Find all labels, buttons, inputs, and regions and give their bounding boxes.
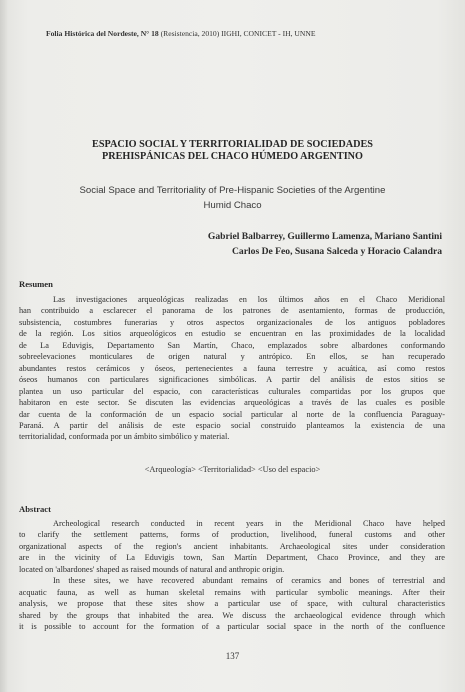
abstract-heading: Abstract [19, 504, 51, 514]
resumen-line: plantea un uso particular del espacio, con características culturales compartidas por los grupos que [19, 386, 445, 396]
journal-details: (Resistencia, 2010) IIGHI, CONICET - IH, UNNE [158, 29, 316, 38]
title-line-1: ESPACIO SOCIAL Y TERRITORIALIDAD DE SOCIEDADES [92, 139, 373, 150]
abstract-line: shared by the groups that inhabited the area. We discuss the archaeological evidence through which [19, 610, 445, 620]
resumen-line: subsistencia, costumbres funerarias y otros aspectos organizacionales de los antiguos pobladores [19, 317, 445, 327]
title-line-2: PREHISPÁNICAS DEL CHACO HÚMEDO ARGENTINO [102, 151, 363, 162]
resumen-line: de la región. Los sitios arqueológicos en estudio se encuentran en las proximidades de la localidad [19, 329, 445, 339]
resumen-body [19, 294, 445, 443]
resumen-line: óseos humanos con particulares significaciones simbólicas. A partir del análisis de estos sitios se [19, 375, 445, 385]
resumen-line: dar cuenta de la conformación de un espacio social particular al norte de la confluencia Paraguay- [19, 409, 445, 419]
journal-name: Folia Histórica del Nordeste, N° 18 [46, 29, 159, 38]
resumen-line: Las investigaciones arqueológicas realizadas en los últimos años en el Chaco Meridional [53, 295, 445, 304]
authors-line-1: Gabriel Balbarrey, Guillermo Lamenza, Mariano Santini [207, 231, 442, 242]
resumen-line: han contribuido a esclarecer el panorama de los patrones de asentamiento, formas de producción, [19, 306, 445, 316]
abstract-line: located on 'albardones' shaped as raised mounds of natural and anthropic origin. [19, 564, 285, 574]
abstract-line: it is possible to account for the formation of a particular social space in the north of the confluence [19, 622, 445, 632]
page-number: 137 [225, 651, 240, 661]
abstract-body [19, 518, 445, 633]
resumen-line: abundantes restos cerámicos y óseos, pertenecientes a fauna terrestre y acuática, así como restos [19, 363, 445, 373]
author-list [112, 229, 442, 259]
article-title [30, 139, 435, 163]
abstract-line: to clarify the settlement patterns, forms of production, livelihood, funeral customs and other [19, 530, 445, 540]
resumen-line: territorialidad, conformada por un ámbito simbólico y material. [19, 432, 230, 442]
resumen-line: sobreelevaciones monticulares de origen natural y antrópico. En ellos, se han recuperado [19, 352, 445, 362]
resumen-heading: Resumen [19, 279, 53, 289]
abstract-line: acquatic fauna, as well as human skeletal remains with particular symbolic meanings. After their [19, 587, 445, 597]
english-title [30, 183, 435, 213]
resumen-line: Paraná. A partir del análisis de este espacio social construido planteamos la existencia de una [19, 420, 445, 430]
page-shadow-edge [0, 0, 8, 692]
english-title-line-2: Humid Chaco [203, 200, 262, 211]
abstract-line: organizational aspects of the region's ancient inhabitants. Archaeological sites under consideration [19, 541, 445, 551]
resumen-line: habitaron en este sector. Se discuten las evidencias arqueológicas a través de las cuales es posible [19, 398, 445, 408]
running-header [46, 29, 446, 38]
english-title-line-1: Social Space and Territoriality of Pre-Hispanic Societies of the Argentine [79, 185, 386, 196]
abstract-line: In these sites, we have recovered abundant remains of ceramics and bones of terrestrial and [53, 576, 445, 586]
keywords: <Arqueología> <Territorialidad> <Uso del espacio> [144, 465, 321, 474]
resumen-line: de La Eduvigis, Departamento San Martín, Chaco, emplazados sobre albardones conformando [19, 340, 445, 350]
abstract-line: are in the vicinity of La Eduvigis town, San Martín Department, Chaco Province, and they are [19, 553, 445, 563]
abstract-line: Archeological research conducted in recent years in the Meridional Chaco have helped [53, 519, 445, 528]
abstract-line: analysis, we propose that these sites show a particular use of space, with cultural characteristics [19, 599, 445, 609]
authors-line-2: Carlos De Feo, Susana Salceda y Horacio Calandra [232, 246, 442, 257]
